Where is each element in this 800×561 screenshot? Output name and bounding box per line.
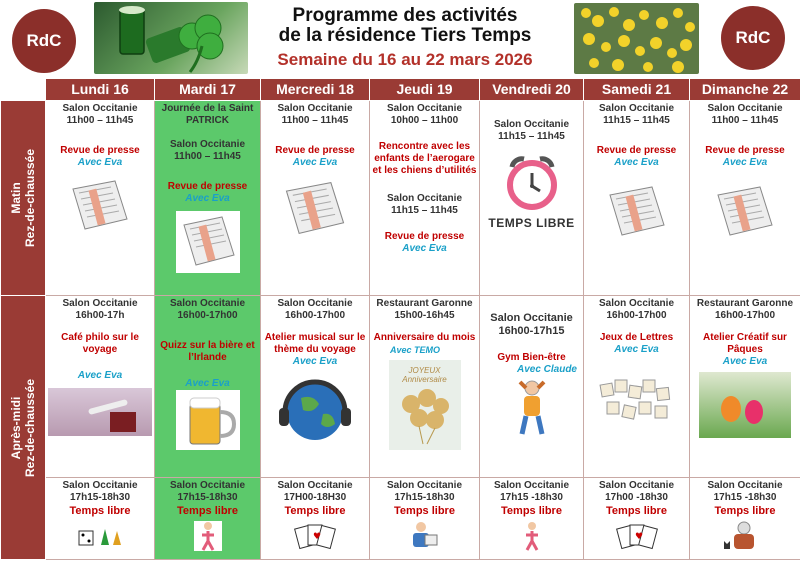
temps-libre-badge: TEMPS LIBRE bbox=[488, 216, 575, 230]
saint-patrick-photo bbox=[94, 2, 248, 74]
cell-location: Salon Occitanie bbox=[62, 298, 138, 309]
cell-animator: Avec Eva bbox=[292, 356, 338, 367]
cell-time: 10h00 – 11h00 bbox=[390, 115, 459, 126]
title-line-2: de la résidence Tiers Temps bbox=[278, 25, 532, 46]
rdc-badge-left-label: RdC bbox=[26, 31, 62, 50]
cell-special-event: Journée de la Saint PATRICK bbox=[161, 103, 254, 126]
day-header-monday: Lundi 16 bbox=[46, 79, 155, 101]
cell-location: Salon Occitanie bbox=[386, 480, 463, 491]
evening-cell-tuesday bbox=[155, 478, 261, 560]
day-header-tuesday: Mardi 17 bbox=[155, 79, 261, 101]
rdc-badge-right-label: RdC bbox=[735, 28, 771, 47]
cell-location: Salon Occitanie bbox=[62, 103, 138, 114]
cell-time: 17H00-18H30 bbox=[283, 492, 347, 503]
cell-time: 17h00 -18h30 bbox=[605, 492, 668, 503]
cell-animator: Avec Eva bbox=[614, 344, 659, 355]
cell-time: 17h15-18h30 bbox=[177, 492, 238, 503]
cell-location-2: Salon Occitanie bbox=[386, 193, 463, 204]
cell-animator: Avec Eva bbox=[722, 356, 768, 367]
cell-location: Salon Occitanie bbox=[277, 298, 353, 309]
evening-cell-monday bbox=[46, 478, 155, 560]
cell-animator: Avec Eva bbox=[722, 157, 768, 168]
newspaper-icon bbox=[65, 175, 135, 235]
cell-animator: Avec Eva bbox=[185, 378, 230, 389]
cell-time: 11h00 – 11h45 bbox=[66, 115, 134, 126]
board-game-icon bbox=[75, 521, 125, 549]
day-header-thursday: Jeudi 19 bbox=[370, 79, 480, 101]
cell-activity: Atelier Créatif sur Pâques bbox=[703, 332, 787, 355]
cell-location: Restaurant Garonne bbox=[696, 298, 794, 309]
cell-time: 17h15-18h30 bbox=[394, 492, 455, 503]
cell-activity: Quizz sur la bière et l’Irlande bbox=[160, 340, 255, 363]
morning-cell-sunday bbox=[690, 101, 800, 296]
cell-activity: Rencontre avec les enfants de l’aerogare et les chiens d’utilités bbox=[372, 141, 477, 176]
cell-time: 11h15 – 11h45 bbox=[603, 115, 670, 126]
day-header-wednesday: Mercredi 18 bbox=[261, 79, 370, 101]
cell-location: Salon Occitanie bbox=[386, 103, 463, 114]
cell-location: Salon Occitanie bbox=[493, 480, 570, 491]
cell-activity: Jeux de Lettres bbox=[599, 332, 674, 343]
morning-cell-monday bbox=[46, 101, 155, 296]
row-label-morning-line1: Matin bbox=[9, 182, 23, 214]
morning-cell-saturday bbox=[584, 101, 690, 296]
cell-location: Salon Occitanie bbox=[62, 480, 138, 491]
day-header-sunday: Dimanche 22 bbox=[690, 79, 800, 101]
cell-activity: Café philo sur le voyage bbox=[61, 332, 139, 355]
cell-activity: Temps libre bbox=[69, 505, 131, 517]
newspaper-icon bbox=[710, 181, 780, 241]
newspaper-icon bbox=[176, 211, 240, 273]
cell-location: Salon Occitanie bbox=[707, 480, 783, 491]
newspaper-icon bbox=[602, 181, 672, 241]
cell-animator: Avec Eva bbox=[614, 157, 659, 168]
cell-location: Salon Occitanie bbox=[277, 103, 353, 114]
page-title bbox=[240, 6, 570, 46]
cell-time: 16h00-17h00 bbox=[284, 310, 346, 321]
morning-cell-thursday bbox=[370, 101, 480, 296]
beer-mug-icon bbox=[176, 390, 240, 450]
cell-activity: Temps libre bbox=[714, 505, 776, 517]
newspaper-icon bbox=[278, 175, 352, 241]
cell-time: 17h15 -18h30 bbox=[500, 492, 563, 503]
cell-time: 16h00-17h00 bbox=[177, 310, 238, 321]
cell-activity: Gym Bien-être bbox=[497, 352, 566, 363]
cell-activity: Revue de presse bbox=[60, 145, 140, 156]
alarm-clock-icon bbox=[502, 153, 562, 215]
afternoon-cell-sunday bbox=[690, 296, 800, 478]
title-line-1: Programme des activités bbox=[292, 5, 518, 26]
cell-activity: Temps libre bbox=[501, 505, 562, 517]
schedule-table bbox=[0, 78, 800, 560]
afternoon-cell-saturday bbox=[584, 296, 690, 478]
rdc-badge-right bbox=[721, 6, 785, 70]
evening-cell-sunday bbox=[690, 478, 800, 560]
cell-location: Salon Occitanie bbox=[169, 480, 246, 491]
cell-activity: Revue de presse bbox=[596, 145, 677, 156]
day-header-friday: Vendredi 20 bbox=[480, 79, 584, 101]
cell-time: 17h15-18h30 bbox=[69, 492, 131, 503]
cell-time: 16h00-17h00 bbox=[606, 310, 667, 321]
cell-location: Salon Occitanie bbox=[493, 119, 570, 130]
cell-animator: Avec Eva bbox=[292, 157, 338, 168]
cell-location: Salon Occitanie bbox=[598, 103, 675, 114]
row-label-afternoon bbox=[1, 296, 46, 560]
afternoon-cell-monday bbox=[46, 296, 155, 478]
cell-activity: Temps libre bbox=[606, 505, 667, 517]
cell-time: 17h15 -18h30 bbox=[713, 492, 777, 503]
cell-time: 16h00-17h15 bbox=[498, 325, 565, 337]
cell-location: Salon Occitanie bbox=[707, 103, 783, 114]
rdc-badge-left bbox=[12, 9, 76, 73]
evening-cell-friday bbox=[480, 478, 584, 560]
afternoon-cell-friday bbox=[480, 296, 584, 478]
row-label-morning-line2: Rez-de-chaussée bbox=[23, 148, 37, 248]
cell-animator: Avec TEMO bbox=[390, 345, 441, 355]
evening-cell-thursday bbox=[370, 478, 480, 560]
morning-cell-tuesday bbox=[155, 101, 261, 296]
travel-photo bbox=[48, 388, 152, 436]
afternoon-cell-tuesday bbox=[155, 296, 261, 478]
mimosa-photo bbox=[574, 3, 699, 74]
cell-activity: Temps libre bbox=[394, 505, 455, 517]
table-corner bbox=[1, 79, 46, 101]
birthday-card-text: JOYEUX Anniversaire bbox=[402, 366, 447, 384]
cell-activity: Temps libre bbox=[284, 505, 346, 517]
afternoon-cell-thursday bbox=[370, 296, 480, 478]
cell-activity: Revue de presse bbox=[705, 145, 785, 156]
row-label-afternoon-line2: Rez-de-chaussée bbox=[23, 378, 37, 477]
birthday-card bbox=[389, 360, 461, 450]
cell-animator: Avec Eva bbox=[77, 370, 123, 381]
cell-activity: Atelier musical sur le thème du voyage bbox=[264, 332, 366, 355]
cell-time-2: 11h15 – 11h45 bbox=[391, 205, 458, 216]
evening-cell-saturday bbox=[584, 478, 690, 560]
svg-text:♥: ♥ bbox=[634, 532, 643, 542]
cell-activity: Temps libre bbox=[177, 505, 238, 517]
cell-animator: Avec Claude bbox=[516, 364, 577, 375]
cell-animator-2: Avec Eva bbox=[402, 243, 447, 254]
playing-cards-icon bbox=[615, 521, 659, 551]
cell-location: Salon Occitanie bbox=[169, 298, 246, 309]
cell-time: 11h15 – 11h45 bbox=[498, 131, 565, 142]
cell-time: 11h00 – 11h45 bbox=[711, 115, 779, 126]
cell-time: 11h00 – 11h45 bbox=[174, 151, 241, 162]
cell-animator: Avec Eva bbox=[185, 193, 230, 204]
globe-headphones-icon bbox=[273, 374, 357, 446]
morning-cell-friday bbox=[480, 101, 584, 296]
cell-time: 11h00 – 11h45 bbox=[281, 115, 349, 126]
easter-eggs-photo bbox=[699, 372, 791, 438]
cell-time: 15h00-16h45 bbox=[394, 310, 455, 321]
cell-animator: Avec Eva bbox=[77, 157, 123, 168]
cell-location: Salon Occitanie bbox=[169, 139, 246, 150]
cell-activity: Anniversaire du mois bbox=[373, 332, 476, 343]
cell-activity: Revue de presse bbox=[167, 181, 248, 192]
cell-activity-2: Revue de presse bbox=[384, 231, 465, 242]
cell-location: Salon Occitanie bbox=[598, 298, 675, 309]
evening-cell-wednesday bbox=[261, 478, 370, 560]
afternoon-cell-wednesday bbox=[261, 296, 370, 478]
gym-woman-icon bbox=[512, 378, 552, 438]
reading-person-icon bbox=[409, 521, 441, 551]
cell-location: Salon Occitanie bbox=[277, 480, 353, 491]
letter-tiles-icon bbox=[597, 376, 677, 426]
cell-location: Restaurant Garonne bbox=[376, 298, 473, 309]
cell-time: 16h00-17h00 bbox=[714, 310, 776, 321]
grandma-cat-icon bbox=[720, 521, 770, 551]
walking-woman-icon bbox=[518, 521, 546, 551]
cell-activity: Revue de presse bbox=[275, 145, 355, 156]
row-label-morning bbox=[1, 101, 46, 296]
day-header-saturday: Samedi 21 bbox=[584, 79, 690, 101]
week-subtitle: Semaine du 16 au 22 mars 2026 bbox=[277, 50, 533, 69]
row-label-afternoon-line1: Après-midi bbox=[9, 396, 23, 459]
cell-location: Salon Occitanie bbox=[598, 480, 675, 491]
morning-cell-wednesday bbox=[261, 101, 370, 296]
walking-woman-icon bbox=[194, 521, 222, 551]
svg-text:♥: ♥ bbox=[313, 532, 322, 542]
cell-time: 16h00-17h bbox=[75, 310, 125, 321]
cell-location: Salon Occitanie bbox=[490, 312, 573, 324]
playing-cards-icon bbox=[293, 521, 337, 551]
